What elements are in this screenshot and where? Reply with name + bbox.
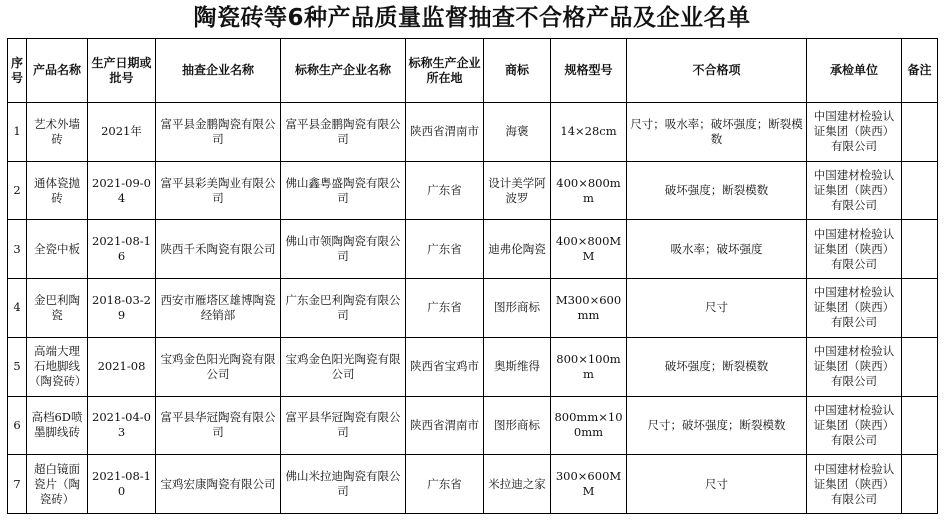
cell-product: 高档6D喷墨脚线砖	[27, 396, 88, 455]
cell-sampled-company: 宝鸡金色阳光陶瓷有限公司	[156, 337, 281, 396]
header-failed-items: 不合格项	[627, 39, 807, 103]
results-table	[7, 38, 938, 514]
cell-maker: 富平县金鹏陶瓷有限公司	[281, 103, 406, 162]
document-title: 陶瓷砖等6种产品质量监督抽查不合格产品及企业名单	[193, 5, 751, 31]
cell-failed-items: 尺寸；破坏强度；断裂模数	[627, 396, 807, 455]
cell-product: 全瓷中板	[27, 220, 88, 279]
cell-failed-items: 破坏强度；断裂模数	[627, 161, 807, 220]
cell-maker: 佛山市领陶陶瓷有限公司	[281, 220, 406, 279]
cell-spec: 300×600MM	[551, 455, 627, 514]
cell-location: 广东省	[406, 161, 484, 220]
cell-maker: 宝鸡金色阳光陶瓷有限公司	[281, 337, 406, 396]
cell-brand: 迪弗伦陶瓷	[484, 220, 551, 279]
cell-failed-items: 破坏强度；断裂模数	[627, 337, 807, 396]
cell-lab: 中国建材检验认证集团（陕西）有限公司	[807, 396, 902, 455]
cell-note	[902, 455, 938, 514]
header-note: 备注	[902, 39, 938, 103]
cell-note	[902, 396, 938, 455]
cell-lab: 中国建材检验认证集团（陕西）有限公司	[807, 337, 902, 396]
cell-brand: 设计美学阿波罗	[484, 161, 551, 220]
cell-product: 高端大理石地脚线（陶瓷砖）	[27, 337, 88, 396]
cell-spec: 400×800mm	[551, 161, 627, 220]
header-sampled-company: 抽查企业名称	[156, 39, 281, 103]
cell-location: 广东省	[406, 455, 484, 514]
table-row	[8, 396, 938, 455]
cell-no: 7	[8, 455, 27, 514]
cell-maker: 佛山米拉迪陶瓷有限公司	[281, 455, 406, 514]
cell-no: 4	[8, 279, 27, 338]
cell-sampled-company: 富平县彩美陶业有限公司	[156, 161, 281, 220]
table-row	[8, 220, 938, 279]
cell-lab: 中国建材检验认证集团（陕西）有限公司	[807, 455, 902, 514]
cell-failed-items: 吸水率；破坏强度	[627, 220, 807, 279]
cell-note	[902, 279, 938, 338]
cell-brand: 奥斯维得	[484, 337, 551, 396]
cell-date: 2018-03-29	[88, 279, 156, 338]
cell-brand: 图形商标	[484, 279, 551, 338]
cell-maker: 广东金巴利陶瓷有限公司	[281, 279, 406, 338]
header-location: 标称生产企业所在地	[406, 39, 484, 103]
cell-failed-items: 尺寸；吸水率；破坏强度；断裂模数	[627, 103, 807, 162]
cell-note	[902, 103, 938, 162]
cell-no: 3	[8, 220, 27, 279]
table-header-row	[8, 39, 938, 103]
cell-date: 2021-08-16	[88, 220, 156, 279]
cell-sampled-company: 宝鸡宏康陶瓷有限公司	[156, 455, 281, 514]
cell-no: 6	[8, 396, 27, 455]
header-maker: 标称生产企业名称	[281, 39, 406, 103]
cell-location: 陕西省渭南市	[406, 103, 484, 162]
cell-brand: 海褒	[484, 103, 551, 162]
table-row	[8, 103, 938, 162]
cell-spec: 800×100mm	[551, 337, 627, 396]
cell-product: 金巴利陶瓷	[27, 279, 88, 338]
cell-note	[902, 220, 938, 279]
cell-date: 2021-09-04	[88, 161, 156, 220]
cell-sampled-company: 富平县华冠陶瓷有限公司	[156, 396, 281, 455]
cell-brand: 图形商标	[484, 396, 551, 455]
cell-date: 2021-08	[88, 337, 156, 396]
cell-date: 2021年	[88, 103, 156, 162]
cell-product: 通体瓷抛砖	[27, 161, 88, 220]
cell-note	[902, 337, 938, 396]
cell-sampled-company: 西安市雁塔区雄博陶瓷经销部	[156, 279, 281, 338]
cell-spec: 800mm×100mm	[551, 396, 627, 455]
header-no: 序号	[8, 39, 27, 103]
header-date: 生产日期或批号	[88, 39, 156, 103]
cell-no: 5	[8, 337, 27, 396]
cell-maker: 富平县华冠陶瓷有限公司	[281, 396, 406, 455]
table-row	[8, 455, 938, 514]
cell-lab: 中国建材检验认证集团（陕西）有限公司	[807, 220, 902, 279]
cell-lab: 中国建材检验认证集团（陕西）有限公司	[807, 103, 902, 162]
cell-location: 广东省	[406, 279, 484, 338]
cell-location: 陕西省渭南市	[406, 396, 484, 455]
cell-no: 2	[8, 161, 27, 220]
cell-date: 2021-04-03	[88, 396, 156, 455]
cell-location: 陕西省宝鸡市	[406, 337, 484, 396]
cell-lab: 中国建材检验认证集团（陕西）有限公司	[807, 161, 902, 220]
cell-spec: 14×28cm	[551, 103, 627, 162]
cell-product: 艺术外墙砖	[27, 103, 88, 162]
cell-location: 广东省	[406, 220, 484, 279]
header-lab: 承检单位	[807, 39, 902, 103]
cell-brand: 米拉迪之家	[484, 455, 551, 514]
cell-date: 2021-08-10	[88, 455, 156, 514]
cell-product: 超白镜面瓷片（陶瓷砖）	[27, 455, 88, 514]
cell-spec: M300×600mm	[551, 279, 627, 338]
cell-sampled-company: 富平县金鹏陶瓷有限公司	[156, 103, 281, 162]
cell-maker: 佛山鑫粤盛陶瓷有限公司	[281, 161, 406, 220]
cell-no: 1	[8, 103, 27, 162]
cell-failed-items: 尺寸	[627, 455, 807, 514]
table-row	[8, 279, 938, 338]
cell-spec: 400×800MM	[551, 220, 627, 279]
header-spec: 规格型号	[551, 39, 627, 103]
cell-sampled-company: 陕西千禾陶瓷有限公司	[156, 220, 281, 279]
header-brand: 商标	[484, 39, 551, 103]
header-product: 产品名称	[27, 39, 88, 103]
cell-lab: 中国建材检验认证集团（陕西）有限公司	[807, 279, 902, 338]
table-row	[8, 337, 938, 396]
cell-note	[902, 161, 938, 220]
table-row	[8, 161, 938, 220]
cell-failed-items: 尺寸	[627, 279, 807, 338]
